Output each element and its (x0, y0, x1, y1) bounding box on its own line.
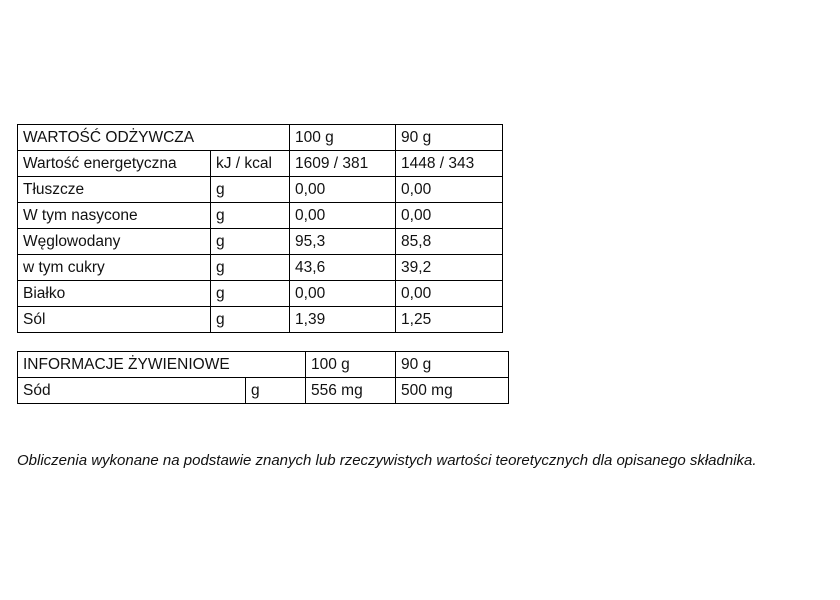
table-row (18, 203, 503, 229)
nutrient-unit: kJ / kcal (211, 151, 290, 177)
info-table-header-row (18, 352, 509, 378)
nutrition-table-header-row (18, 125, 503, 151)
nutrient-name: Białko (18, 281, 211, 307)
nutrient-unit: g (211, 281, 290, 307)
column-header-90g: 90 g (396, 352, 509, 378)
value-100g: 0,00 (290, 177, 396, 203)
value-100g: 1,39 (290, 307, 396, 333)
nutrient-unit: g (211, 203, 290, 229)
column-header-100g: 100 g (290, 125, 396, 151)
table-row (18, 151, 503, 177)
value-100g: 0,00 (290, 203, 396, 229)
nutrient-name: Węglowodany (18, 229, 211, 255)
table-row (18, 281, 503, 307)
nutrient-unit: g (211, 229, 290, 255)
table-row (18, 177, 503, 203)
nutrient-name: W tym nasycone (18, 203, 211, 229)
value-90g: 1448 / 343 (396, 151, 503, 177)
nutrient-name: Tłuszcze (18, 177, 211, 203)
nutrient-unit: g (211, 177, 290, 203)
nutrient-unit: g (246, 378, 306, 404)
footnote: Obliczenia wykonane na podstawie znanych lub rzeczywistych wartości teoretycznych dla opisanego składnika. (17, 452, 757, 469)
nutrition-table-title: WARTOŚĆ ODŻYWCZA (18, 125, 290, 151)
value-90g: 500 mg (396, 378, 509, 404)
table-row (18, 307, 503, 333)
value-90g: 85,8 (396, 229, 503, 255)
nutrient-unit: g (211, 307, 290, 333)
table-row (18, 378, 509, 404)
value-100g: 0,00 (290, 281, 396, 307)
value-90g: 0,00 (396, 177, 503, 203)
value-90g: 39,2 (396, 255, 503, 281)
value-90g: 1,25 (396, 307, 503, 333)
nutrient-unit: g (211, 255, 290, 281)
nutrition-table (17, 124, 503, 333)
column-header-100g: 100 g (306, 352, 396, 378)
nutrient-name: Sód (18, 378, 246, 404)
nutrient-name: Wartość energetyczna (18, 151, 211, 177)
value-90g: 0,00 (396, 281, 503, 307)
info-table (17, 351, 509, 404)
table-row (18, 229, 503, 255)
info-table-title: INFORMACJE ŻYWIENIOWE (18, 352, 306, 378)
column-header-90g: 90 g (396, 125, 503, 151)
value-100g: 43,6 (290, 255, 396, 281)
nutrient-name: w tym cukry (18, 255, 211, 281)
nutrient-name: Sól (18, 307, 211, 333)
value-100g: 95,3 (290, 229, 396, 255)
value-90g: 0,00 (396, 203, 503, 229)
value-100g: 1609 / 381 (290, 151, 396, 177)
table-row (18, 255, 503, 281)
value-100g: 556 mg (306, 378, 396, 404)
